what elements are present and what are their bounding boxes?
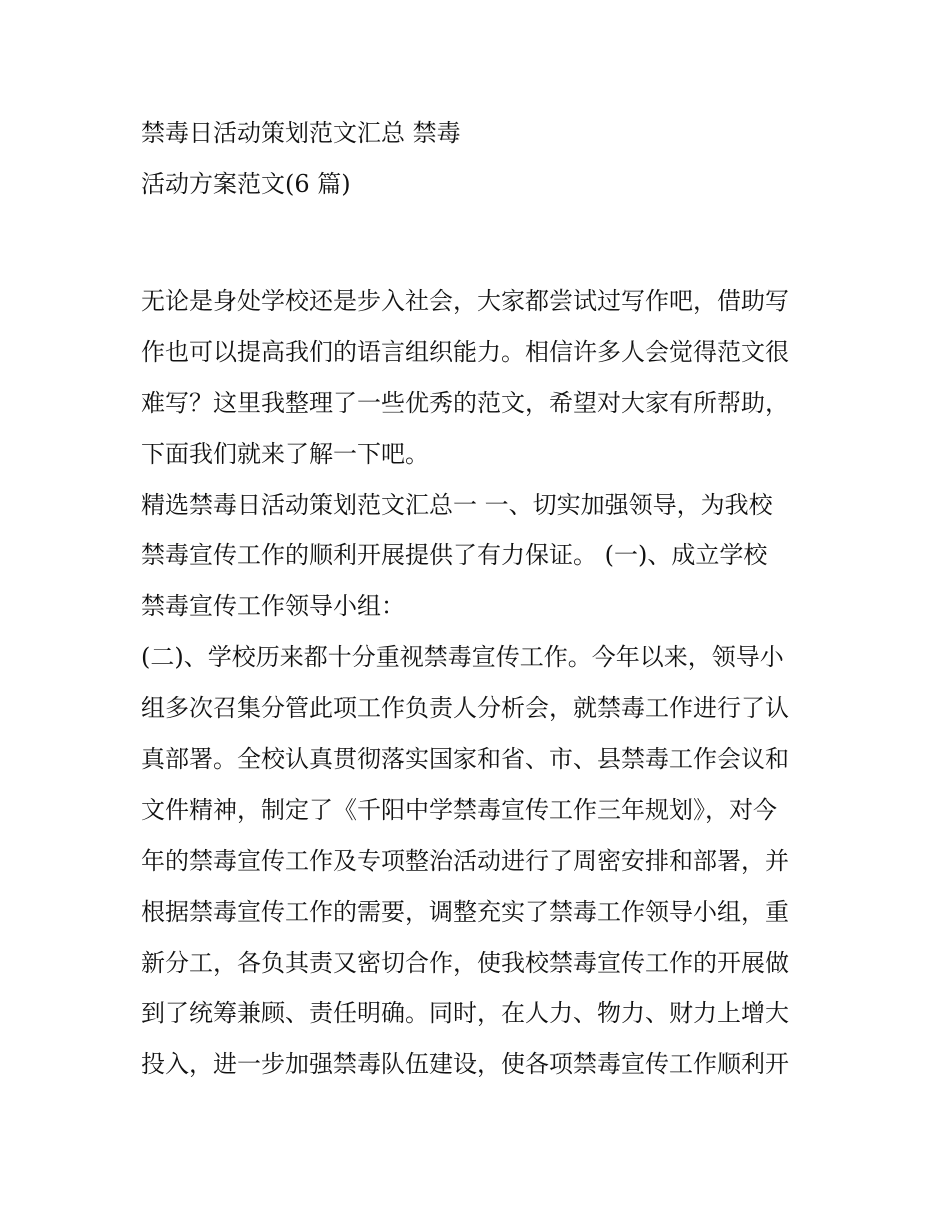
body-line: 根据禁毒宣传工作的需要，调整充实了禁毒工作领导小组，重	[141, 897, 789, 926]
body-line: 到了统筹兼顾、责任明确。同时，在人力、物力、财力上增大	[141, 999, 789, 1028]
body-line: (二)、学校历来都十分重视禁毒宣传工作。今年以来，领导小	[141, 643, 784, 672]
body-line: 精选禁毒日活动策划范文汇总一 一、切实加强领导，为我校	[141, 490, 773, 519]
body-line: 难写？这里我整理了一些优秀的范文，希望对大家有所帮助，	[141, 388, 789, 417]
body-line: 组多次召集分管此项工作负责人分析会，就禁毒工作进行了认	[141, 694, 789, 723]
document-body	[141, 280, 821, 1094]
body-line: 下面我们就来了解一下吧。	[141, 439, 429, 468]
document-title	[141, 112, 821, 214]
body-line: 禁毒宣传工作领导小组：	[141, 592, 405, 621]
body-line: 真部署。全校认真贯彻落实国家和省、市、县禁毒工作会议和	[141, 745, 789, 774]
body-line: 禁毒宣传工作的顺利开展提供了有力保证。 (一)、成立学校	[141, 541, 768, 570]
body-line: 投入，进一步加强禁毒队伍建设，使各项禁毒宣传工作顺利开	[141, 1050, 789, 1079]
title-line: 禁毒日活动策划范文汇总 禁毒	[141, 119, 461, 147]
body-line: 无论是身处学校还是步入社会，大家都尝试过写作吧，借助写	[141, 287, 789, 315]
title-line: 活动方案范文(6 篇)	[141, 169, 351, 198]
body-line: 年的禁毒宣传工作及专项整治活动进行了周密安排和部署，并	[141, 846, 789, 875]
body-line: 作也可以提高我们的语言组织能力。相信许多人会觉得范文很	[141, 337, 789, 366]
body-line: 文件精神，制定了《千阳中学禁毒宣传工作三年规划》，对今	[141, 795, 777, 824]
body-line: 新分工，各负其责又密切合作，使我校禁毒宣传工作的开展做	[141, 948, 789, 977]
